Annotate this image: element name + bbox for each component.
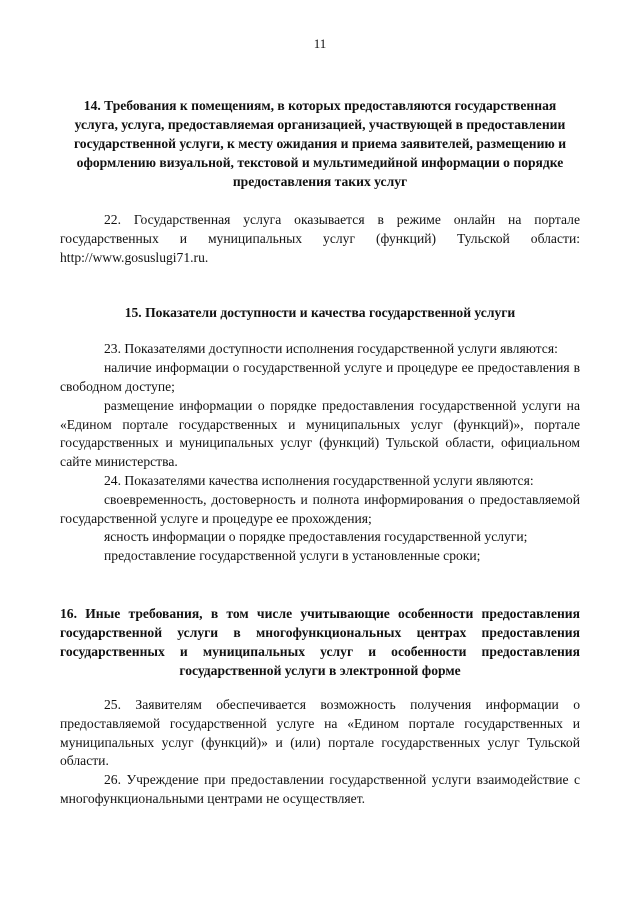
paragraph-24-item-3: предоставление государственной услуги в установленные сроки; — [104, 548, 481, 564]
paragraph-24-item-2: ясность информации о порядке предоставления государственной услуги; — [104, 529, 528, 545]
section-15-heading: 15. Показатели доступности и качества государственной услуги — [124, 305, 516, 321]
paragraph-24: 24. Показателями качества исполнения государственной услуги являются: — [104, 472, 534, 488]
paragraph-24-item-1: своевременность, достоверность и полнота информирования о предоставляемой государственной услуге и процедуре ее прохождения; — [60, 491, 580, 526]
document-body — [60, 96, 580, 809]
paragraph-23-item-1: наличие информации о государственной услуге и процедуре ее предоставления в свободном доступе; — [60, 360, 580, 394]
section-14 — [60, 96, 580, 267]
page-number: 11 — [313, 36, 327, 51]
section-15 — [60, 303, 580, 566]
section-14-heading: 14. Требования к помещениям, в которых предоставляются государственная услуга, услуга, предоставляемая организацией, участвующей в предоставлении государственной услуги, к месту ожидания и приема заявителей, размещению и оформлению визуальной, текстовой и мультимедийной информации о порядке предоставления таких услуг — [73, 98, 567, 189]
section-16-heading: 16. Иные требования, в том числе учитывающие особенности предоставления государственной услуги в многофункциональных центрах предоставления государственных и муниципальных услуг и особенности предоставления государственной услуги в электронной форме — [60, 605, 580, 678]
paragraph-23: 23. Показателями доступности исполнения государственной услуги являются: — [104, 341, 558, 357]
section-16 — [60, 604, 580, 809]
paragraph-22: 22. Государственная услуга оказывается в режиме онлайн на портале государственных и муниципальных услуг (функций) Тульской области: http://www.gosuslugi71.ru. — [60, 212, 580, 265]
paragraph-23-item-2: размещение информации о порядке предоставления государственной услуги на «Едином портале государственных и муниципальных услуг (функций)», портале государственных и муниципальных услуг (функций) Тульской области, официальном сайте министерства. — [60, 397, 580, 470]
paragraph-25: 25. Заявителям обеспечивается возможность получения информации о предоставляемой государственной услуге на «Едином портале государственных и муниципальных услуг (функций)» и (или) портале государственных услуг Тульской области. — [60, 696, 580, 769]
paragraph-26: 26. Учреждение при предоставлении государственной услуги взаимодействие с многофункциональными центрами не осуществляет. — [60, 772, 580, 806]
